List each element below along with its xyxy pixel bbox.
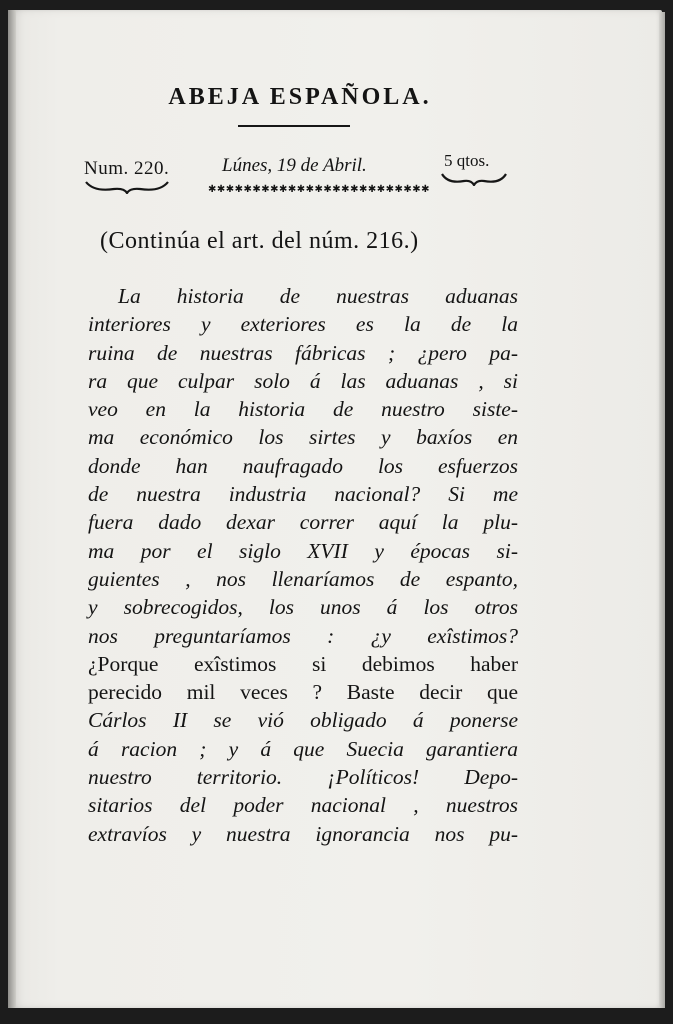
text-line: fuera dado dexar correr aquí la plu-: [88, 510, 518, 535]
text-line: perecido mil veces ? Baste decir que: [88, 680, 518, 705]
text-line: ma económico los sirtes y baxíos en: [88, 425, 518, 450]
text-line: Cárlos II se vió obligado á ponerse: [88, 708, 518, 733]
text-line: nuestro territorio. ¡Políticos! Depo-: [88, 765, 518, 790]
text-line: interiores y exteriores es la de la: [88, 312, 518, 337]
text-line: á racion ; y á que Suecia garantiera: [88, 736, 518, 761]
ornament-row: ✱✱✱✱✱✱✱✱✱✱✱✱✱✱✱✱✱✱✱✱✱✱✱✱✱: [208, 184, 430, 195]
text-line: ma por el siglo XVII y épocas si-: [88, 538, 518, 563]
text-line: ra que culpar solo á las aduanas , si: [88, 368, 518, 393]
brace-ornament-right: [440, 172, 508, 186]
text-line: La historia de nuestras aduanas: [118, 284, 518, 308]
issue-number: Num. 220.: [84, 158, 170, 179]
text-line: extravíos y nuestra ignorancia nos pu-: [88, 821, 518, 846]
text-line: guientes , nos llenaríamos de espanto,: [88, 566, 518, 591]
text-line: ruina de nuestras fábricas ; ¿pero pa-: [88, 340, 518, 365]
text-line: sitarios del poder nacional , nuestros: [88, 793, 518, 818]
brace-ornament-left: [84, 180, 170, 194]
issue-date: Lúnes, 19 de Abril.: [222, 155, 367, 176]
article-subtitle: (Continúa el art. del núm. 216.): [100, 228, 419, 254]
article-body: [88, 282, 518, 848]
text-line: veo en la historia de nuestro siste-: [88, 397, 518, 422]
text-line: de nuestra industria nacional? Si me: [88, 482, 518, 507]
issue-price: 5 qtos.: [444, 151, 490, 170]
text-line: y sobrecogidos, los unos á los otros: [88, 595, 518, 620]
text-line: nos preguntaríamos : ¿y exîstimos?: [88, 623, 518, 648]
title-rule: [238, 125, 350, 127]
text-line: ¿Porque exîstimos si debimos haber: [88, 651, 518, 676]
newspaper-title: ABEJA ESPAÑOLA.: [168, 84, 432, 110]
text-line: donde han naufragado los esfuerzos: [88, 453, 518, 478]
